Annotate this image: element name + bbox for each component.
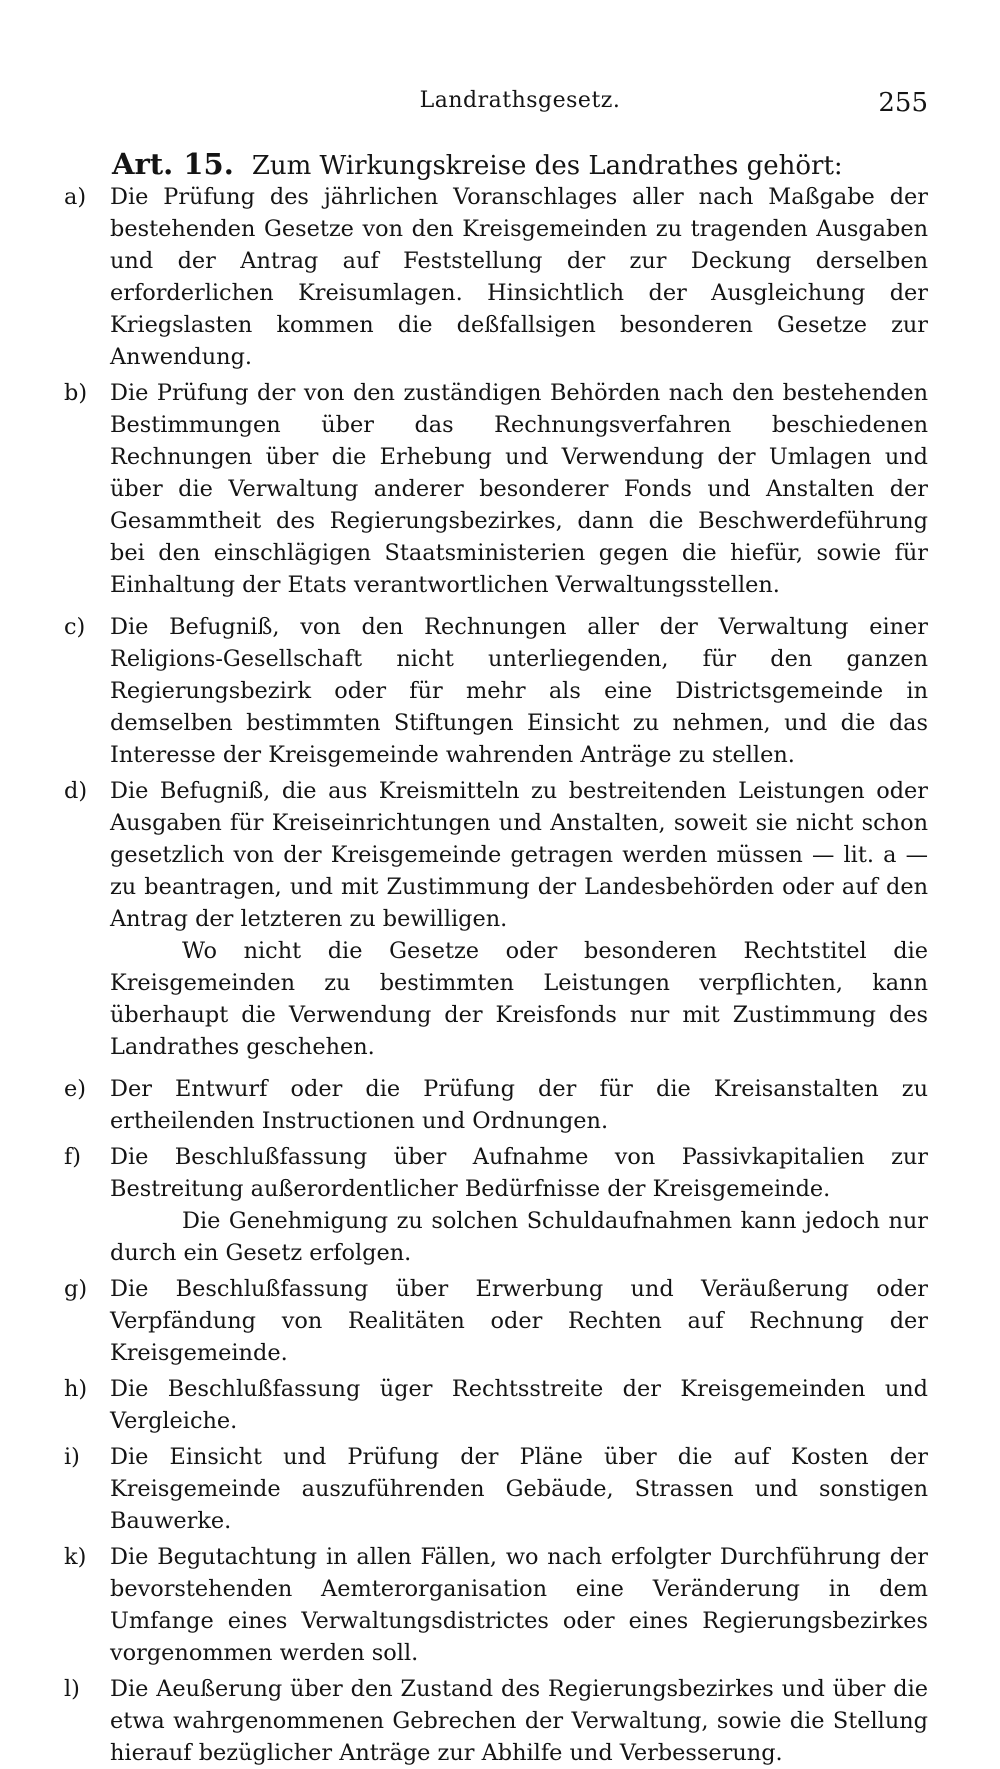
item-i xyxy=(64,1441,928,1537)
item-marker: b) xyxy=(64,380,88,406)
page-number: 255 xyxy=(878,88,928,118)
item-text: Die Aeußerung über den Zustand des Regierungsbezirkes und über die etwa wahrgenommenen Gebrechen der Verwaltung, sowie die Stellung hierauf bezüglicher Anträge zur Abhilfe und Verbesserung. xyxy=(110,1676,928,1766)
item-text: Die Beschlußfassung über Erwerbung und Veräußerung oder Verpfändung von Realitäten oder Rechten auf Rechnung der Kreisgemeinde. xyxy=(110,1276,928,1366)
item-b xyxy=(64,377,928,601)
item-text: Die Prüfung der von den zuständigen Behörden nach den bestehenden Bestimmungen über das Rechnungsverfahren beschiedenen Rechnungen über die Erhebung und Verwendung der Umlagen und über die Verwaltung anderer besonderer Fonds und Anstalten der Gesammtheit des Regierungsbezirkes, dann die Beschwerdeführung bei den einschlägigen Staatsministerien gegen die hiefür, sowie für Einhaltung der Etats verantwortlichen Verwaltungsstellen. xyxy=(110,380,928,598)
item-k xyxy=(64,1541,928,1669)
item-text: Die Befugniß, die aus Kreismitteln zu bestreitenden Leistungen oder Ausgaben für Kreiseinrichtungen und Anstalten, soweit sie nicht schon gesetzlich von der Kreisgemeinde getragen werden müssen — lit. a — zu beantragen, und mit Zustimmung der Landesbehörden oder auf den Antrag der letzteren zu bewilligen. xyxy=(110,778,928,932)
article-intro: Zum Wirkungskreise des Landrathes gehört: xyxy=(251,151,843,181)
item-marker: d) xyxy=(64,778,88,804)
item-e xyxy=(64,1073,928,1137)
item-marker: e) xyxy=(64,1076,86,1102)
item-d-note: Wo nicht die Gesetze oder besonderen Rechtstitel die Kreisgemeinden zu bestimmten Leistungen verpflichten, kann überhaupt die Verwendung der Kreisfonds nur mit Zustimmung des Landrathes geschehen. xyxy=(110,938,928,1060)
item-f xyxy=(64,1141,928,1205)
article-number: Art. 15. xyxy=(112,147,234,181)
item-h xyxy=(64,1373,928,1437)
item-text: Die Beschlußfassung üger Rechtsstreite der Kreisgemeinden und Vergleiche. xyxy=(110,1376,928,1434)
item-marker: a) xyxy=(64,184,87,210)
item-l xyxy=(64,1673,928,1769)
article-heading xyxy=(112,148,928,182)
item-text: Die Begutachtung in allen Fällen, wo nach erfolgter Durchführung der bevorstehenden Aemterorganisation eine Veränderung in dem Umfange eines Verwaltungsdistrictes oder eines Regierungsbezirkes vorgenommen werden soll. xyxy=(110,1544,928,1666)
item-d xyxy=(64,775,928,935)
item-f-note: Die Genehmigung zu solchen Schuldaufnahmen kann jedoch nur durch ein Gesetz erfolgen. xyxy=(110,1208,928,1266)
item-text: Die Beschlußfassung über Aufnahme von Passivkapitalien zur Bestreitung außerordentlicher Bedürfnisse der Kreisgemeinde. xyxy=(110,1144,928,1202)
item-a xyxy=(64,181,928,373)
page-header xyxy=(112,88,928,128)
item-marker: f) xyxy=(64,1144,82,1170)
item-marker: k) xyxy=(64,1544,87,1570)
item-c xyxy=(64,611,928,771)
item-marker: i) xyxy=(64,1444,80,1470)
article-items xyxy=(64,181,928,1769)
item-g xyxy=(64,1273,928,1369)
item-marker: c) xyxy=(64,614,86,640)
running-head: Landrathsgesetz. xyxy=(419,88,621,113)
item-marker: h) xyxy=(64,1376,88,1402)
item-marker: l) xyxy=(64,1676,80,1702)
item-text: Die Befugniß, von den Rechnungen aller der Verwaltung einer Religions-Gesellschaft nicht unterliegenden, für den ganzen Regierungsbezirk oder für mehr als eine Districtsgemeinde in demselben bestimmten Stiftungen Einsicht zu nehmen, und die das Interesse der Kreisgemeinde wahrenden Anträge zu stellen. xyxy=(110,614,928,768)
item-marker: g) xyxy=(64,1276,88,1302)
item-text: Der Entwurf oder die Prüfung der für die Kreisanstalten zu ertheilenden Instructionen und Ordnungen. xyxy=(110,1076,928,1134)
item-text: Die Einsicht und Prüfung der Pläne über die auf Kosten der Kreisgemeinde auszuführenden Gebäude, Strassen und sonstigen Bauwerke. xyxy=(110,1444,928,1534)
item-text: Die Prüfung des jährlichen Voranschlages aller nach Maßgabe der bestehenden Gesetze von den Kreisgemeinden zu tragenden Ausgaben und der Antrag auf Feststellung der zur Deckung derselben erforderlichen Kreisumlagen. Hinsichtlich der Ausgleichung der Kriegslasten kommen die deßfallsigen besonderen Gesetze zur Anwendung. xyxy=(110,184,928,370)
